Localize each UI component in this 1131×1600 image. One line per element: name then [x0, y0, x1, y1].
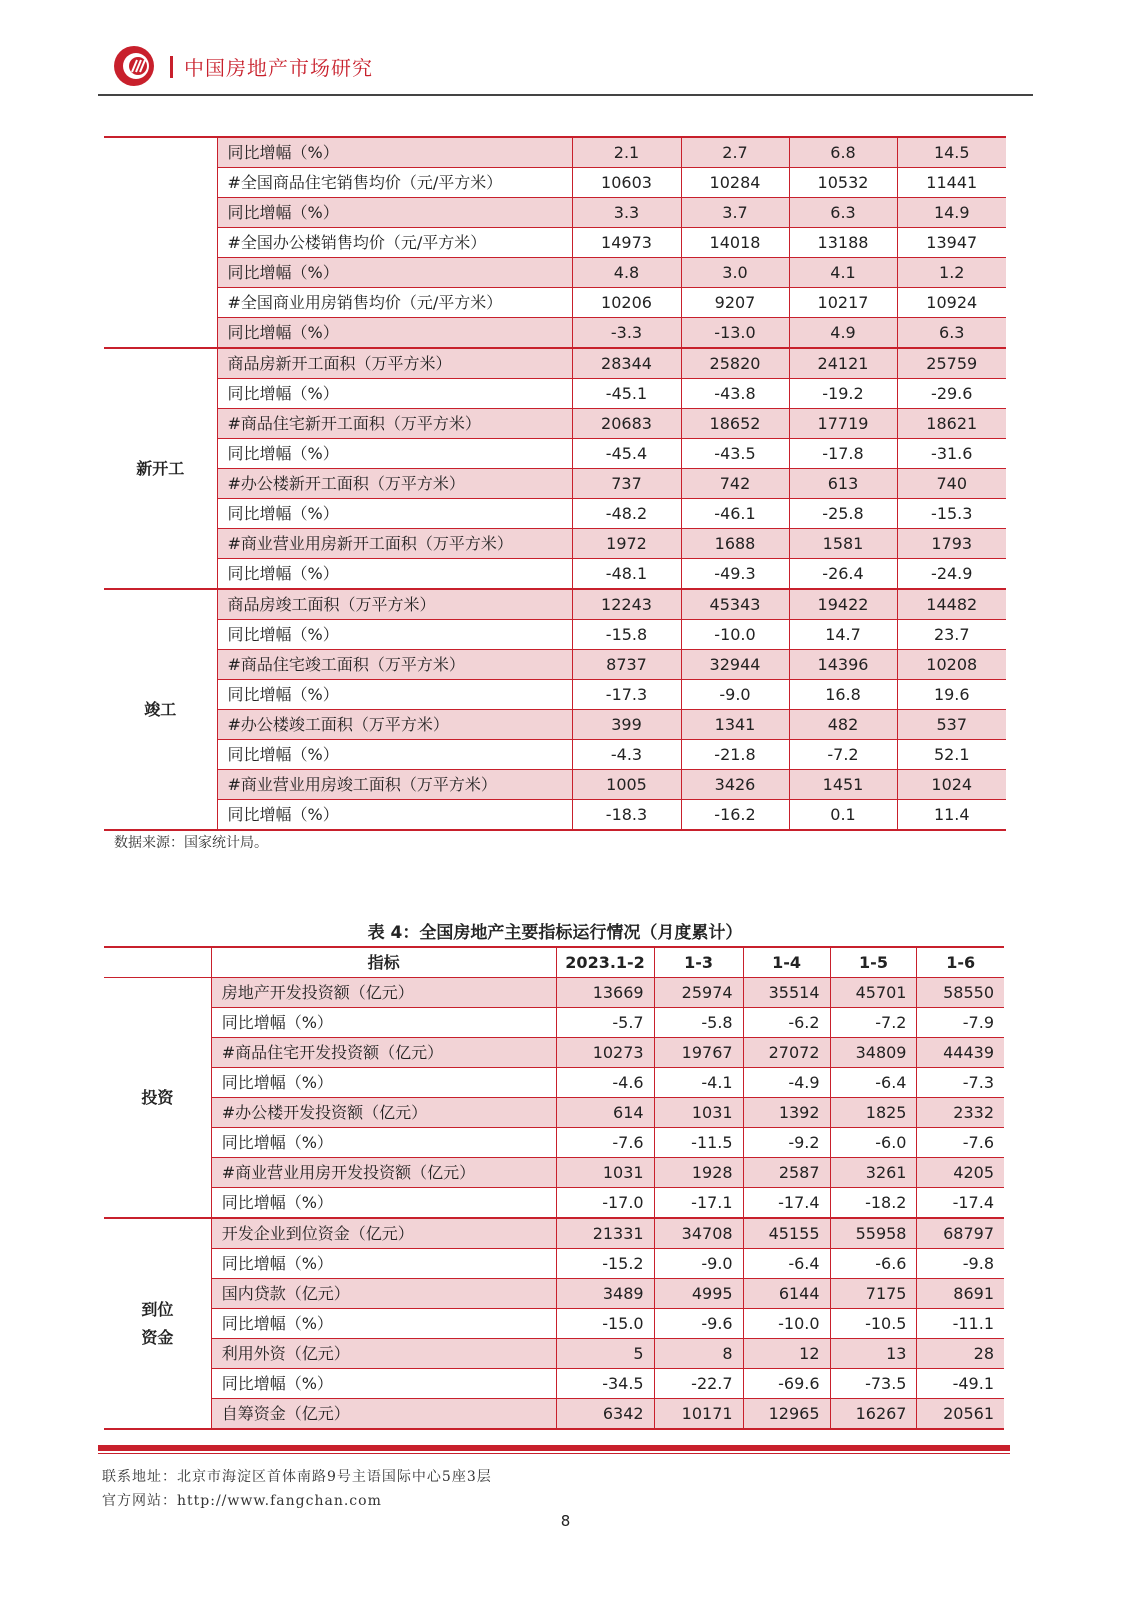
table-row: [104, 650, 1006, 680]
value-cell: 613: [789, 469, 897, 499]
row-label: 同比增幅（%）: [211, 1188, 556, 1219]
table-row: [104, 1128, 1004, 1158]
value-cell: 21331: [556, 1218, 654, 1249]
value-cell: -34.5: [556, 1369, 654, 1399]
footer-rule-thick: [98, 1445, 1010, 1451]
row-label: 同比增幅（%）: [211, 1128, 556, 1158]
row-label: 国内贷款（亿元）: [211, 1279, 556, 1309]
table-row: [104, 770, 1006, 800]
row-label: 同比增幅（%）: [217, 680, 572, 710]
row-label: 同比增幅（%）: [211, 1369, 556, 1399]
value-cell: 3426: [681, 770, 789, 800]
value-cell: 2.7: [681, 137, 789, 168]
table-row: [104, 1218, 1004, 1249]
value-cell: 12965: [743, 1399, 830, 1430]
value-cell: -7.6: [556, 1128, 654, 1158]
table-row: [104, 409, 1006, 439]
value-cell: 13: [830, 1339, 917, 1369]
value-cell: -25.8: [789, 499, 897, 529]
value-cell: 0.1: [789, 800, 897, 831]
value-cell: -45.4: [572, 439, 681, 469]
value-cell: 3.0: [681, 258, 789, 288]
table-row: [104, 469, 1006, 499]
value-cell: 10284: [681, 168, 789, 198]
value-cell: -49.1: [917, 1369, 1004, 1399]
header-divider: [170, 56, 173, 78]
value-cell: -21.8: [681, 740, 789, 770]
value-cell: -73.5: [830, 1369, 917, 1399]
row-label: 商品房新开工面积（万平方米）: [217, 348, 572, 379]
value-cell: 13188: [789, 228, 897, 258]
value-cell: -7.2: [789, 740, 897, 770]
row-label: 利用外资（亿元）: [211, 1339, 556, 1369]
table-row: [104, 348, 1006, 379]
row-label: #商业营业用房开发投资额（亿元）: [211, 1158, 556, 1188]
value-cell: 17719: [789, 409, 897, 439]
page-header: [98, 44, 1033, 96]
table-row: [104, 1038, 1004, 1068]
page-number: 8: [560, 1512, 571, 1530]
footer-rule-thin: [98, 1453, 1010, 1454]
value-cell: -43.8: [681, 379, 789, 409]
value-cell: -4.1: [654, 1068, 743, 1098]
table-row: [104, 499, 1006, 529]
table-row: [104, 379, 1006, 409]
row-label: 开发企业到位资金（亿元）: [211, 1218, 556, 1249]
value-cell: -6.2: [743, 1008, 830, 1038]
value-cell: -5.7: [556, 1008, 654, 1038]
value-cell: 6342: [556, 1399, 654, 1430]
data-source-note: 数据来源：国家统计局。: [114, 835, 268, 851]
value-cell: -15.0: [556, 1309, 654, 1339]
value-cell: 14.9: [897, 198, 1006, 228]
value-cell: 1031: [556, 1158, 654, 1188]
table-4-title: 表 4：全国房地产主要指标运行情况（月度累计）: [367, 923, 743, 943]
value-cell: 10603: [572, 168, 681, 198]
value-cell: -4.3: [572, 740, 681, 770]
header-title: 中国房地产市场研究: [184, 56, 373, 80]
value-cell: 1451: [789, 770, 897, 800]
value-cell: -13.0: [681, 318, 789, 349]
category-cell: 竣工: [104, 589, 217, 830]
value-cell: 1928: [654, 1158, 743, 1188]
value-cell: -31.6: [897, 439, 1006, 469]
table-row: [104, 198, 1006, 228]
value-cell: -10.5: [830, 1309, 917, 1339]
value-cell: 7175: [830, 1279, 917, 1309]
table-row: [104, 1309, 1004, 1339]
category-cell: 到位 资金: [104, 1218, 211, 1429]
value-cell: 10273: [556, 1038, 654, 1068]
header-cell-blank: [104, 947, 211, 978]
value-cell: 1581: [789, 529, 897, 559]
value-cell: 737: [572, 469, 681, 499]
value-cell: 68797: [917, 1218, 1004, 1249]
value-cell: -18.3: [572, 800, 681, 831]
table-row: [104, 1008, 1004, 1038]
category-cell: 新开工: [104, 348, 217, 589]
value-cell: 55958: [830, 1218, 917, 1249]
table-row: [104, 1369, 1004, 1399]
value-cell: -43.5: [681, 439, 789, 469]
value-cell: 4.9: [789, 318, 897, 349]
value-cell: -10.0: [681, 620, 789, 650]
value-cell: 20561: [917, 1399, 1004, 1430]
value-cell: 10206: [572, 288, 681, 318]
row-label: 同比增幅（%）: [217, 800, 572, 831]
table-row: [104, 680, 1006, 710]
row-label: #全国办公楼销售均价（元/平方米）: [217, 228, 572, 258]
value-cell: 25974: [654, 978, 743, 1008]
value-cell: 35514: [743, 978, 830, 1008]
value-cell: 14396: [789, 650, 897, 680]
header-cell: 指标: [211, 947, 556, 978]
table-row: [104, 529, 1006, 559]
row-label: 自筹资金（亿元）: [211, 1399, 556, 1430]
value-cell: 14.5: [897, 137, 1006, 168]
table-row: [104, 1188, 1004, 1219]
value-cell: -11.5: [654, 1128, 743, 1158]
value-cell: 4205: [917, 1158, 1004, 1188]
row-label: 房地产开发投资额（亿元）: [211, 978, 556, 1008]
value-cell: 9207: [681, 288, 789, 318]
value-cell: 45155: [743, 1218, 830, 1249]
value-cell: 25820: [681, 348, 789, 379]
value-cell: 45701: [830, 978, 917, 1008]
value-cell: -17.4: [917, 1188, 1004, 1219]
value-cell: -4.9: [743, 1068, 830, 1098]
row-label: #全国商业用房销售均价（元/平方米）: [217, 288, 572, 318]
table-row: [104, 559, 1006, 590]
value-cell: 18652: [681, 409, 789, 439]
value-cell: -45.1: [572, 379, 681, 409]
table-row: [104, 1399, 1004, 1430]
table-row: [104, 1098, 1004, 1128]
header-cell: 1-5: [830, 947, 917, 978]
value-cell: 3261: [830, 1158, 917, 1188]
value-cell: -11.1: [917, 1309, 1004, 1339]
value-cell: 6.3: [897, 318, 1006, 349]
value-cell: 19.6: [897, 680, 1006, 710]
value-cell: 5: [556, 1339, 654, 1369]
value-cell: 1031: [654, 1098, 743, 1128]
value-cell: 44439: [917, 1038, 1004, 1068]
value-cell: -19.2: [789, 379, 897, 409]
table-row: [104, 1068, 1004, 1098]
category-cell: [104, 137, 217, 348]
value-cell: -6.6: [830, 1249, 917, 1279]
value-cell: 2.1: [572, 137, 681, 168]
value-cell: -26.4: [789, 559, 897, 590]
value-cell: 14.7: [789, 620, 897, 650]
value-cell: 1392: [743, 1098, 830, 1128]
value-cell: -7.3: [917, 1068, 1004, 1098]
header-cell: 1-3: [654, 947, 743, 978]
value-cell: -9.8: [917, 1249, 1004, 1279]
value-cell: -6.4: [830, 1068, 917, 1098]
value-cell: -10.0: [743, 1309, 830, 1339]
value-cell: 3.3: [572, 198, 681, 228]
value-cell: 8691: [917, 1279, 1004, 1309]
value-cell: 32944: [681, 650, 789, 680]
row-label: 同比增幅（%）: [211, 1068, 556, 1098]
value-cell: 1005: [572, 770, 681, 800]
value-cell: 24121: [789, 348, 897, 379]
table-row: [104, 710, 1006, 740]
value-cell: 1825: [830, 1098, 917, 1128]
value-cell: 6144: [743, 1279, 830, 1309]
table-row: [104, 1158, 1004, 1188]
value-cell: -4.6: [556, 1068, 654, 1098]
table-row: [104, 740, 1006, 770]
table-row: [104, 168, 1006, 198]
row-label: 同比增幅（%）: [217, 258, 572, 288]
value-cell: 28: [917, 1339, 1004, 1369]
value-cell: 1972: [572, 529, 681, 559]
value-cell: -17.0: [556, 1188, 654, 1219]
value-cell: -6.0: [830, 1128, 917, 1158]
value-cell: -15.8: [572, 620, 681, 650]
value-cell: 13947: [897, 228, 1006, 258]
value-cell: -48.1: [572, 559, 681, 590]
table-continued-indicators: [104, 136, 1006, 831]
value-cell: 6.8: [789, 137, 897, 168]
value-cell: -9.0: [654, 1249, 743, 1279]
row-label: 同比增幅（%）: [217, 137, 572, 168]
value-cell: -22.7: [654, 1369, 743, 1399]
value-cell: 28344: [572, 348, 681, 379]
value-cell: -17.1: [654, 1188, 743, 1219]
value-cell: 10208: [897, 650, 1006, 680]
value-cell: 4.1: [789, 258, 897, 288]
value-cell: 20683: [572, 409, 681, 439]
row-label: 同比增幅（%）: [217, 620, 572, 650]
value-cell: 482: [789, 710, 897, 740]
company-logo-icon: [112, 44, 156, 88]
row-label: #办公楼竣工面积（万平方米）: [217, 710, 572, 740]
value-cell: 4995: [654, 1279, 743, 1309]
value-cell: -17.4: [743, 1188, 830, 1219]
value-cell: -7.2: [830, 1008, 917, 1038]
row-label: #商业营业用房竣工面积（万平方米）: [217, 770, 572, 800]
value-cell: -18.2: [830, 1188, 917, 1219]
row-label: 商品房竣工面积（万平方米）: [217, 589, 572, 620]
header-cell: 1-6: [917, 947, 1004, 978]
value-cell: 1688: [681, 529, 789, 559]
value-cell: 25759: [897, 348, 1006, 379]
row-label: 同比增幅（%）: [211, 1008, 556, 1038]
value-cell: -9.0: [681, 680, 789, 710]
row-label: 同比增幅（%）: [217, 740, 572, 770]
row-label: #办公楼开发投资额（亿元）: [211, 1098, 556, 1128]
table-row: [104, 1279, 1004, 1309]
row-label: #全国商品住宅销售均价（元/平方米）: [217, 168, 572, 198]
value-cell: 45343: [681, 589, 789, 620]
row-label: #商品住宅新开工面积（万平方米）: [217, 409, 572, 439]
value-cell: -6.4: [743, 1249, 830, 1279]
row-label: #商品住宅开发投资额（亿元）: [211, 1038, 556, 1068]
value-cell: -24.9: [897, 559, 1006, 590]
value-cell: 1024: [897, 770, 1006, 800]
value-cell: 10924: [897, 288, 1006, 318]
value-cell: 10171: [654, 1399, 743, 1430]
value-cell: 6.3: [789, 198, 897, 228]
row-label: 同比增幅（%）: [211, 1249, 556, 1279]
value-cell: 1.2: [897, 258, 1006, 288]
value-cell: -49.3: [681, 559, 789, 590]
value-cell: -15.3: [897, 499, 1006, 529]
value-cell: -29.6: [897, 379, 1006, 409]
row-label: #商业营业用房新开工面积（万平方米）: [217, 529, 572, 559]
value-cell: -7.9: [917, 1008, 1004, 1038]
value-cell: 10532: [789, 168, 897, 198]
value-cell: 1793: [897, 529, 1006, 559]
header-cell: 2023.1-2: [556, 947, 654, 978]
value-cell: -3.3: [572, 318, 681, 349]
value-cell: 12: [743, 1339, 830, 1369]
table-row: [104, 978, 1004, 1008]
value-cell: 3.7: [681, 198, 789, 228]
row-label: #商品住宅竣工面积（万平方米）: [217, 650, 572, 680]
value-cell: -17.3: [572, 680, 681, 710]
value-cell: 34809: [830, 1038, 917, 1068]
value-cell: 19422: [789, 589, 897, 620]
value-cell: 742: [681, 469, 789, 499]
value-cell: -69.6: [743, 1369, 830, 1399]
value-cell: 537: [897, 710, 1006, 740]
row-label: 同比增幅（%）: [217, 198, 572, 228]
value-cell: 34708: [654, 1218, 743, 1249]
value-cell: 52.1: [897, 740, 1006, 770]
value-cell: 18621: [897, 409, 1006, 439]
value-cell: 14482: [897, 589, 1006, 620]
value-cell: -9.6: [654, 1309, 743, 1339]
value-cell: 3489: [556, 1279, 654, 1309]
table-row: [104, 620, 1006, 650]
value-cell: -15.2: [556, 1249, 654, 1279]
row-label: 同比增幅（%）: [217, 379, 572, 409]
value-cell: 58550: [917, 978, 1004, 1008]
header-rule: [98, 94, 1033, 96]
value-cell: 16.8: [789, 680, 897, 710]
value-cell: 399: [572, 710, 681, 740]
value-cell: 4.8: [572, 258, 681, 288]
value-cell: 14973: [572, 228, 681, 258]
value-cell: 2332: [917, 1098, 1004, 1128]
value-cell: 740: [897, 469, 1006, 499]
value-cell: 11441: [897, 168, 1006, 198]
table-row: [104, 288, 1006, 318]
value-cell: 23.7: [897, 620, 1006, 650]
table-row: [104, 258, 1006, 288]
footer-website[interactable]: 官方网站：http://www.fangchan.com: [102, 1493, 382, 1509]
value-cell: -5.8: [654, 1008, 743, 1038]
table-row: [104, 1339, 1004, 1369]
category-cell: 投资: [104, 978, 211, 1219]
value-cell: 11.4: [897, 800, 1006, 831]
value-cell: 8737: [572, 650, 681, 680]
value-cell: 13669: [556, 978, 654, 1008]
value-cell: -46.1: [681, 499, 789, 529]
table-row: [104, 439, 1006, 469]
table-header-row: [104, 947, 1004, 978]
row-label: #办公楼新开工面积（万平方米）: [217, 469, 572, 499]
value-cell: 12243: [572, 589, 681, 620]
value-cell: -7.6: [917, 1128, 1004, 1158]
header-cell: 1-4: [743, 947, 830, 978]
table-row: [104, 318, 1006, 349]
value-cell: -9.2: [743, 1128, 830, 1158]
table-row: [104, 589, 1006, 620]
footer-address: 联系地址：北京市海淀区首体南路9号主语国际中心5座3层: [102, 1469, 492, 1485]
value-cell: 27072: [743, 1038, 830, 1068]
value-cell: 16267: [830, 1399, 917, 1430]
value-cell: 614: [556, 1098, 654, 1128]
row-label: 同比增幅（%）: [211, 1309, 556, 1339]
table-row: [104, 800, 1006, 831]
row-label: 同比增幅（%）: [217, 499, 572, 529]
value-cell: 1341: [681, 710, 789, 740]
value-cell: 19767: [654, 1038, 743, 1068]
value-cell: 14018: [681, 228, 789, 258]
row-label: 同比增幅（%）: [217, 559, 572, 590]
value-cell: -16.2: [681, 800, 789, 831]
value-cell: -48.2: [572, 499, 681, 529]
table-row: [104, 1249, 1004, 1279]
row-label: 同比增幅（%）: [217, 439, 572, 469]
value-cell: 8: [654, 1339, 743, 1369]
table-4-monthly-cumulative: [104, 946, 1004, 1430]
table-row: [104, 228, 1006, 258]
value-cell: 2587: [743, 1158, 830, 1188]
value-cell: -17.8: [789, 439, 897, 469]
row-label: 同比增幅（%）: [217, 318, 572, 349]
value-cell: 10217: [789, 288, 897, 318]
table-row: [104, 137, 1006, 168]
